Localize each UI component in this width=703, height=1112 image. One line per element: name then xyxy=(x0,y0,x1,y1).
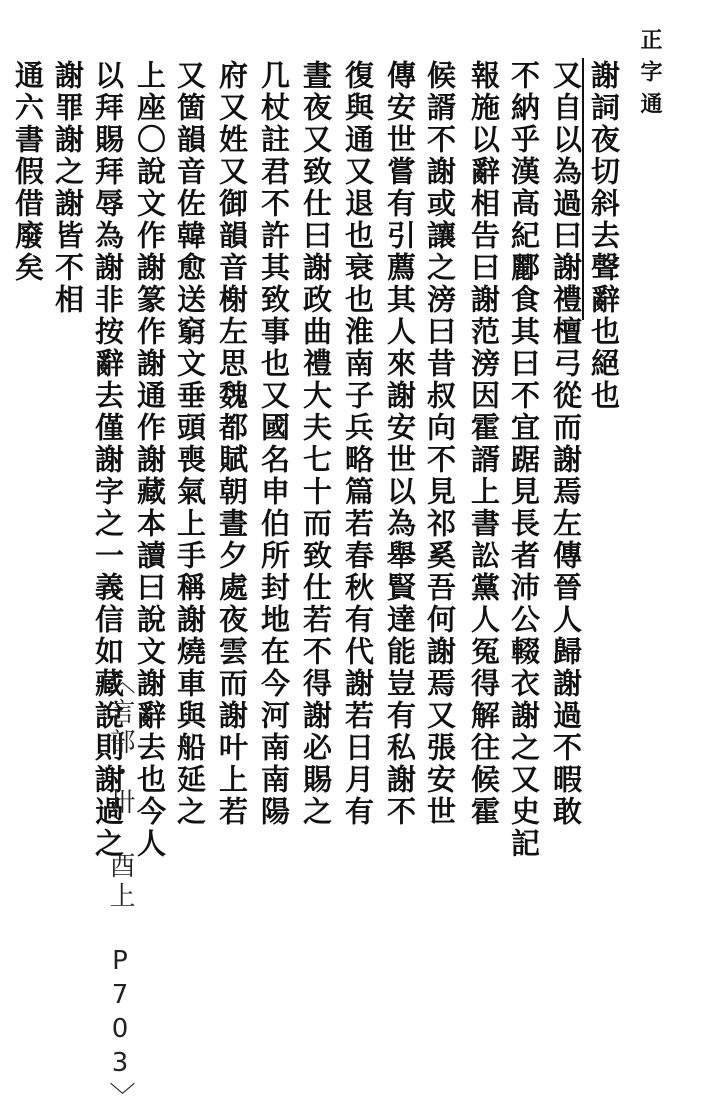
text-column-7: 晝夜又致仕曰謝政曲禮大夫七十而致仕若不得謝必賜之 xyxy=(299,60,333,828)
text-column-8: 几杖註君不許其致事也又國名申伯所封地在今河南南陽 xyxy=(257,60,291,828)
text-column-3: 報施以辭相告曰謝范滂因霍諝上書訟黨人冤得解往候霍 xyxy=(467,60,501,828)
text-column-11: 上座〇說文作謝篆作謝通作謝藏本讀曰說文謝辭去也今人 xyxy=(133,60,167,860)
handwritten-margin-note: 〈言部・卅 酉上 P703〉 xyxy=(105,668,135,1112)
text-column-5: 傳安世嘗有引薦其人來謝安世以為舉賢達能豈有私謝不 xyxy=(383,60,417,828)
text-column-6: 復與通又退也衰也淮南子兵略篇若春秋有代謝若日月有 xyxy=(341,60,375,828)
text-column-1: 又自以為過曰謝禮檀弓從而謝焉左傳晉人歸謝過不暇敢 xyxy=(549,60,583,828)
text-column-14: 通六書假借廢矣 xyxy=(11,60,45,284)
entry-head-column: 謝詞夜切斜去聲辭也絕也 xyxy=(587,60,621,412)
text-column-9: 府又姓又御韻音榭左思魏都賦朝晝夕處夜雲而謝叶上若 xyxy=(215,60,249,828)
text-column-4: 候諝不謝或讓之滂曰昔叔向不見祁奚吾何謝焉又張安世 xyxy=(423,60,457,828)
text-column-2: 不納乎漢高紀酈食其曰不宜踞見長者沛公輟衣謝之又史記 xyxy=(507,60,541,860)
text-column-10: 又箇韻音佐韓愈送窮文垂頭喪氣上手稱謝燒車與船延之 xyxy=(173,60,207,828)
text-column-12: 以拜賜拜辱為謝非按辭去僅謝字之一義信如藏說則謝過之 xyxy=(91,60,125,860)
page-title: 正字通 xyxy=(637,28,663,124)
text-column-13: 謝罪謝之謝皆不相 xyxy=(51,60,85,316)
